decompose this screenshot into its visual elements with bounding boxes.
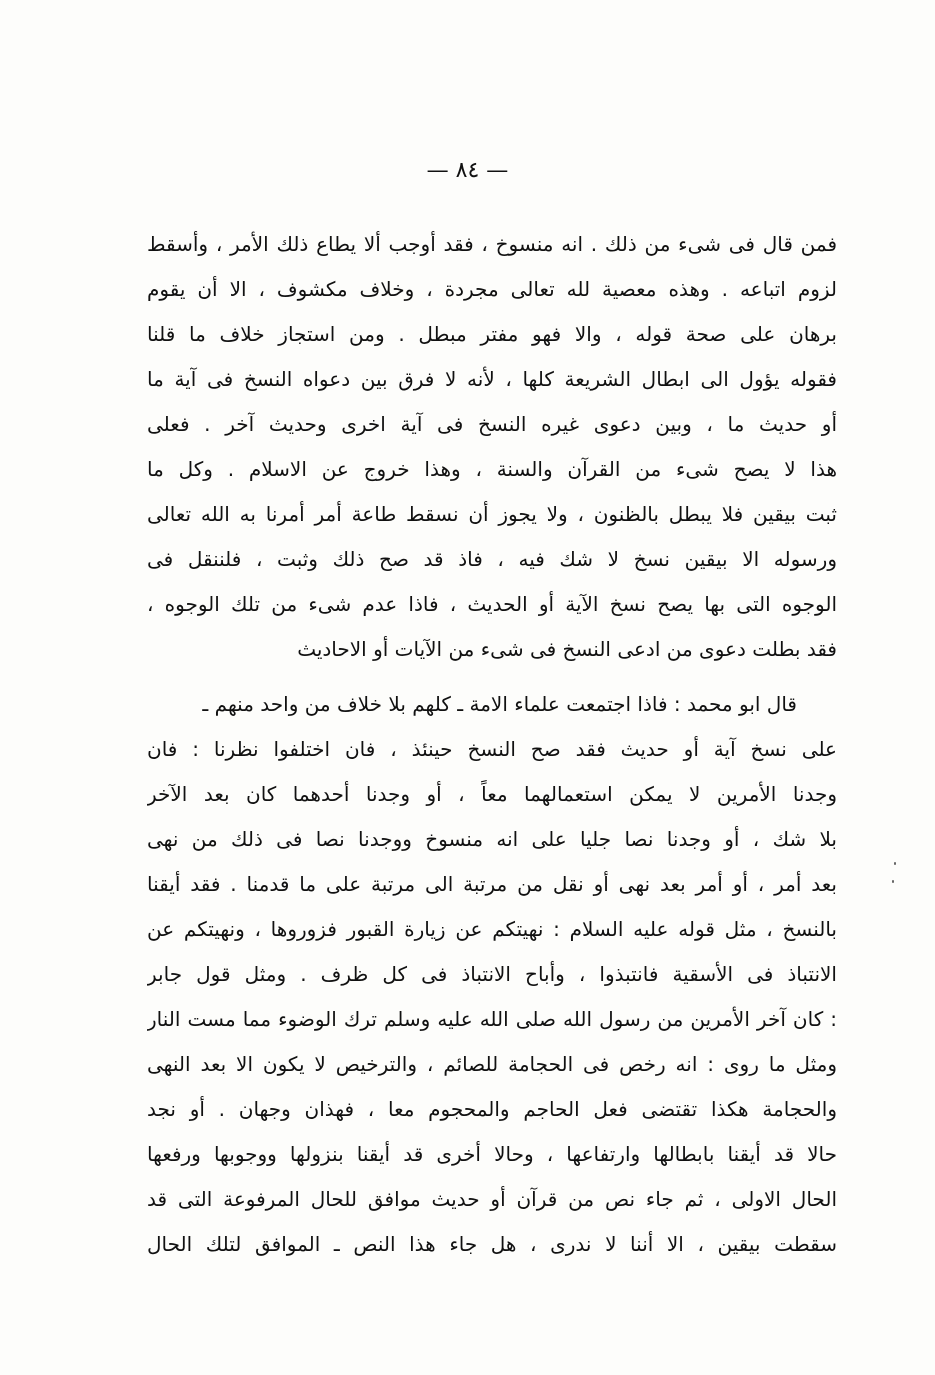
text-line: الانتباذ فى الأسقية فانتبذوا ، وأباح الانتباذ فى كل ظرف . ومثل قول جابر	[147, 962, 837, 986]
text-line: فقوله يؤول الى ابطال الشريعة كلها ، لأنه لا فرق بين دعواه النسخ فى آية ما	[147, 367, 837, 391]
body-text	[147, 222, 837, 1267]
text-line: الوجوه التى بها يصح نسخ الآية أو الحديث ، فاذا عدم شىء من تلك الوجوه ،	[147, 592, 837, 616]
text-line: ورسوله الا بيقين نسخ لا شك فيه ، فاذ قد صح ذلك وثبت ، فلننقل فى	[147, 547, 837, 571]
text-line: هذا لا يصح شىء من القرآن والسنة ، وهذا خروج عن الاسلام . وكل ما	[147, 457, 837, 481]
text-line: أو حديث ما ، وبين دعوى غيره النسخ فى آية اخرى وحديث آخر . فعلى	[147, 412, 837, 436]
text-line: بعد أمر ، أو أمر بعد نهى أو نقل من مرتبة الى مرتبة على ما قدمنا . فقد أيقنا	[147, 872, 837, 896]
text-line: بالنسخ ، مثل قوله عليه السلام : نهيتكم عن زيارة القبور فزوروها ، ونهيتكم عن	[147, 917, 837, 941]
paragraph-2	[147, 682, 837, 1267]
paragraph-gap	[147, 672, 837, 682]
text-line: وجدنا الأمرين لا يمكن استعمالهما معاً ، أو وجدنا أحدهما كان بعد الآخر	[147, 782, 837, 806]
page-number: — ٨٤ —	[426, 158, 509, 183]
text-line: ومثل ما روى : انه رخص فى الحجامة للصائم ، والترخيص لا يكون الا بعد النهى	[147, 1052, 837, 1076]
text-line: لزوم اتباعه . وهذه معصية لله تعالى مجردة ، وخلاف مكشوف ، الا أن يقوم	[147, 277, 837, 301]
text-line: : كان آخر الأمرين من رسول الله صلى الله عليه وسلم ترك الوضوء مما مست النار	[147, 1007, 837, 1031]
text-line: الحال الاولى ، ثم جاء نص من قرآن أو حديث موافق للحال المرفوعة التى قد	[147, 1187, 837, 1211]
paragraph-1	[147, 222, 837, 672]
text-line: على نسخ آية أو حديث فقد صح النسخ حينئذ ، فان اختلفوا نظرنا : فان	[147, 737, 837, 761]
text-line: سقطت بيقين ، الا أننا لا ندرى ، هل جاء هذا النص ـ الموافق لتلك الحال	[147, 1232, 837, 1256]
text-line: بلا شك ، أو وجدنا نصا جليا على انه منسوخ ووجدنا نصا فى ذلك من نهى	[147, 827, 837, 851]
text-line: حالا قد أيقنا بابطالها وارتفاعها ، وحالا أخرى قد أيقنا بنزولها ووجوبها ورفعها	[147, 1142, 837, 1166]
text-line: قال ابو محمد : فاذا اجتمعت علماء الامة ـ كلهم بلا خلاف من واحد منهم ـ	[202, 692, 797, 716]
text-line: والحجامة هكذا تقتضى فعل الحاجم والمحجوم معا ، فهذان وجهان . أو نجد	[147, 1097, 837, 1121]
text-line: برهان على صحة قوله ، والا فهو مفتر مبطل . ومن استجاز خلاف ما قلنا	[147, 322, 837, 346]
scan-speck	[894, 862, 896, 865]
scan-speck	[892, 880, 894, 883]
text-line: فقد بطلت دعوى من ادعى النسخ فى شىء من الآيات أو الاحاديث	[297, 637, 837, 661]
text-line: ثبت بيقين فلا يبطل بالظنون ، ولا يجوز أن نسقط طاعة أمر أمرنا به الله تعالى	[147, 502, 837, 526]
text-line: فمن قال فى شىء من ذلك . انه منسوخ ، فقد أوجب ألا يطاع ذلك الأمر ، وأسقط	[147, 232, 837, 256]
